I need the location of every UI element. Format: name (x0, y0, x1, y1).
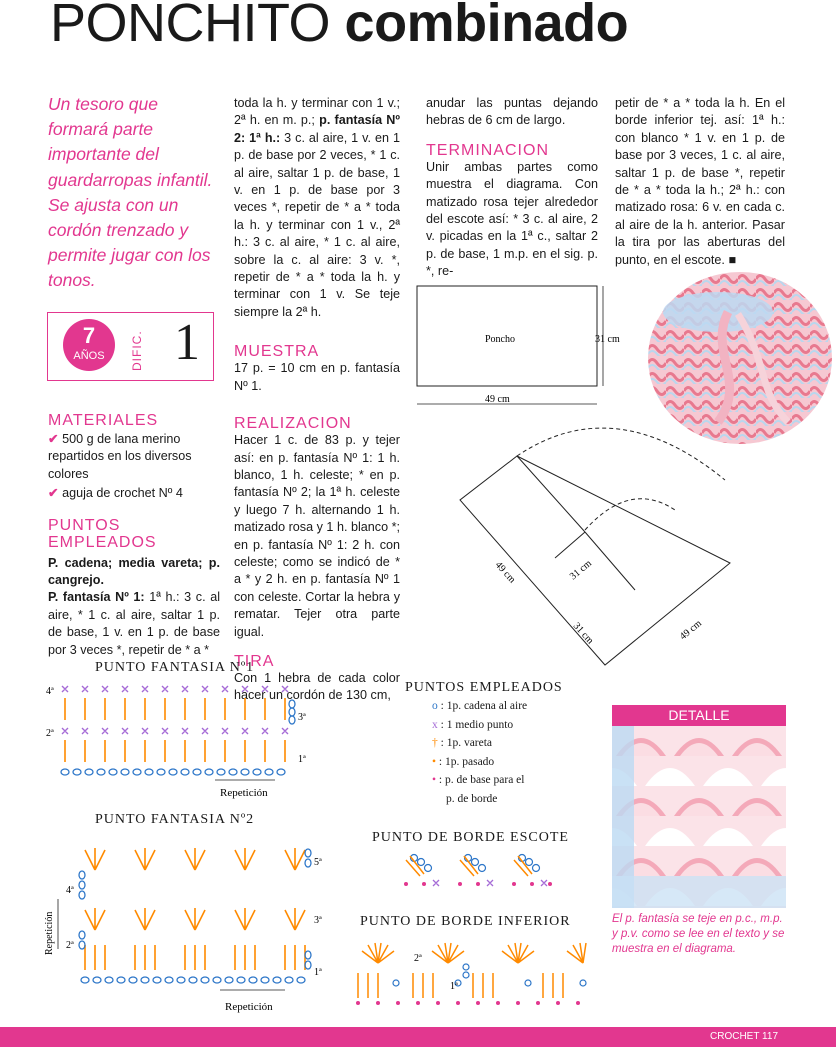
legend-item-chain: o : 1p. cadena al aire (432, 700, 528, 712)
terminacion-text: Unir ambas partes como muestra el diagrama. Con matizado rosa tejer alrededor del escote así: * 3 c. al aire, 2 v. picadas en la 1ª c., saltar 2 p. de base, 1 m.p. en el sig. p. *, re- (426, 159, 598, 279)
age-number: 7 (82, 323, 96, 348)
age-unit: AÑOS (73, 350, 105, 362)
materiales-item: ✔ aguja de crochet Nº 4 (48, 486, 183, 501)
col4-text: petir de * a * toda la h. En el borde inferior tej. así: 1ª h.: con blanco * 1 v. en 1 p. de base por 3 veces, 1 c. al aire, saltar 1 p. de base *, repetir de * a * toda la h.; 2ª h.: con matizado rosa: 6 v. en cada c. al aire de la h. anterior. Pasar la tira por las aberturas del punto, en el escote. ■ (615, 96, 785, 267)
detalle-caption: El p. fantasía se teje en p.c., m.p. y p.v. como se lee en el texto y se muestra en el diagrama. (612, 913, 785, 955)
detalle-photo (612, 726, 786, 908)
dim-49a: 49 cm (492, 559, 518, 586)
dim-31b: 31 cm (570, 620, 596, 647)
footer-page: CROCHET 117 (710, 1031, 778, 1042)
chart2-repeat-side: Repetición (44, 911, 55, 955)
chart2-row5: 5ª (314, 857, 322, 868)
chart2-row2: 2ª (66, 940, 74, 951)
difficulty-value: 1 (174, 314, 200, 371)
legend-item-slip: • : 1p. pasado (432, 755, 495, 768)
chart2-row3: 3ª (314, 915, 322, 926)
legend-item-base: • : p. de base para el (432, 774, 525, 787)
borde-inferior-title: PUNTO DE BORDE INFERIOR (360, 914, 571, 929)
chart1-repeat: Repetición (220, 787, 268, 799)
borde-inferior-diagram (348, 933, 603, 1008)
chart1-row1: 1ª (298, 754, 306, 765)
page-title (50, 0, 628, 54)
column-3 (426, 95, 598, 281)
borde-inferior-row1: 1ª (450, 981, 458, 992)
borde-escote-title: PUNTO DE BORDE ESCOTE (372, 830, 569, 845)
muestra-heading: MUESTRA (234, 343, 320, 361)
realizacion-text: Hacer 1 c. de 83 p. y tejer así: en p. fantasía Nº 1: 1 h. blanco, 1 h. celeste; * en p. fantasía Nº 2; la 1ª h. celeste y luego 7 h. alternando 1 h. matizado rosa y 1 h. blanco *; en p. fantasía Nº 1: 2 h. con celeste; como se indicó de * a * y 2 h. en p. fantasía Nº 1 con celeste. Cortar la hebra y rematar. Tejer otra parte igual. (234, 433, 400, 639)
legend-heading: PUNTOS EMPLEADOS (405, 680, 563, 695)
muestra-text: 17 p. = 10 cm en p. fantasía Nº 1. (234, 361, 400, 393)
borde-inferior-row2: 2ª (414, 953, 422, 964)
chart1-row2: 2ª (46, 728, 54, 739)
col3-text: anudar las puntas dejando hebras de 6 cm de largo. (426, 96, 598, 128)
materiales-item: ✔ 500 g de lana merino repartidos en los diversos colores (48, 432, 192, 481)
difficulty-label: DIFIC. (130, 330, 144, 371)
poncho-label: Poncho (485, 334, 515, 345)
chart1-dc-stitches (65, 698, 285, 762)
age-badge (63, 319, 115, 371)
terminacion-heading: TERMINACION (426, 141, 549, 159)
height-label: 31 cm (595, 334, 620, 345)
column-4 (615, 95, 785, 269)
dim-31a: 31 cm (567, 557, 594, 583)
chart1-sc-row (62, 686, 288, 734)
puntos-heading: PUNTOS EMPLEADOS (48, 516, 157, 551)
chart2-row1: 1ª (314, 967, 322, 978)
legend-item-base-2: p. de borde (446, 792, 498, 805)
tira-heading: TIRA (234, 652, 275, 670)
chart2-repeat: Repetición (225, 1001, 273, 1013)
intro-text: Un tesoro que formará parte importante del guardarropas infantil. Se ajusta con un cordón trenzado y permite jugar con los tonos. (48, 94, 213, 291)
chart2-title: PUNTO FANTASIA Nº2 (95, 812, 255, 827)
realizacion-heading: REALIZACION (234, 415, 352, 433)
col2-text: toda la h. y terminar con 1 v.; 2ª h. en m. p.; p. fantasía Nº 2: 1ª h.: 3 c. al aire, 1 v. en 1 p. de base por 2 veces, * 1 c. al aire, saltar 1 p. de base, 1 v. en 1 p. de base por 3 veces *, repetir de * a * toda la h. y terminar con 1 v., 2ª h.: 3 c. al aire, * 1 c. al aire, sobre la c. al aire: 3 v. *, repetir de * a * toda la h. y terminar con 1 v. Se teje siempre la 2ª h. (234, 96, 400, 319)
chart1-row4: 4ª (46, 686, 54, 697)
chart2-diagram (40, 835, 340, 1020)
title-part-2: combinado (344, 0, 629, 53)
materiales-section (48, 412, 220, 659)
puntos-fantasia-text: P. fantasía Nº 1: 1ª h.: 3 c. al aire, * 1 c. al aire, saltar 1 p. de base, 1 v. en 1 p. de base por 3 veces *, repetir de * a * (48, 590, 220, 657)
column-2 (234, 95, 400, 705)
poncho-diagram (405, 280, 704, 690)
yarn-photo (648, 272, 828, 437)
width-label: 49 cm (485, 394, 510, 405)
puntos-lead: P. cadena; media vareta; p. cangrejo. (48, 555, 220, 588)
legend-item-dc: † : 1p. vareta (432, 737, 493, 750)
chart1-chain-row (61, 700, 295, 775)
chart1-diagram (40, 680, 320, 800)
materiales-heading: MATERIALES (48, 412, 159, 429)
dim-49b: 49 cm (677, 617, 704, 643)
chart2-row4: 4ª (66, 885, 74, 896)
title-part-1: PONCHITO (50, 0, 331, 53)
chart1-title: PUNTO FANTASIA Nº1 (95, 660, 255, 675)
chart2-fans (85, 848, 305, 970)
chart1-row3: 3ª (298, 712, 306, 723)
borde-escote-diagram (400, 850, 570, 895)
detalle-heading: DETALLE (612, 705, 786, 726)
legend-list (432, 697, 527, 809)
age-difficulty-box (47, 312, 214, 381)
tira-text: Con 1 hebra de cada color hacer un cordón de 130 cm, (234, 670, 400, 703)
legend-item-sc: x : 1 medio punto (432, 718, 514, 731)
